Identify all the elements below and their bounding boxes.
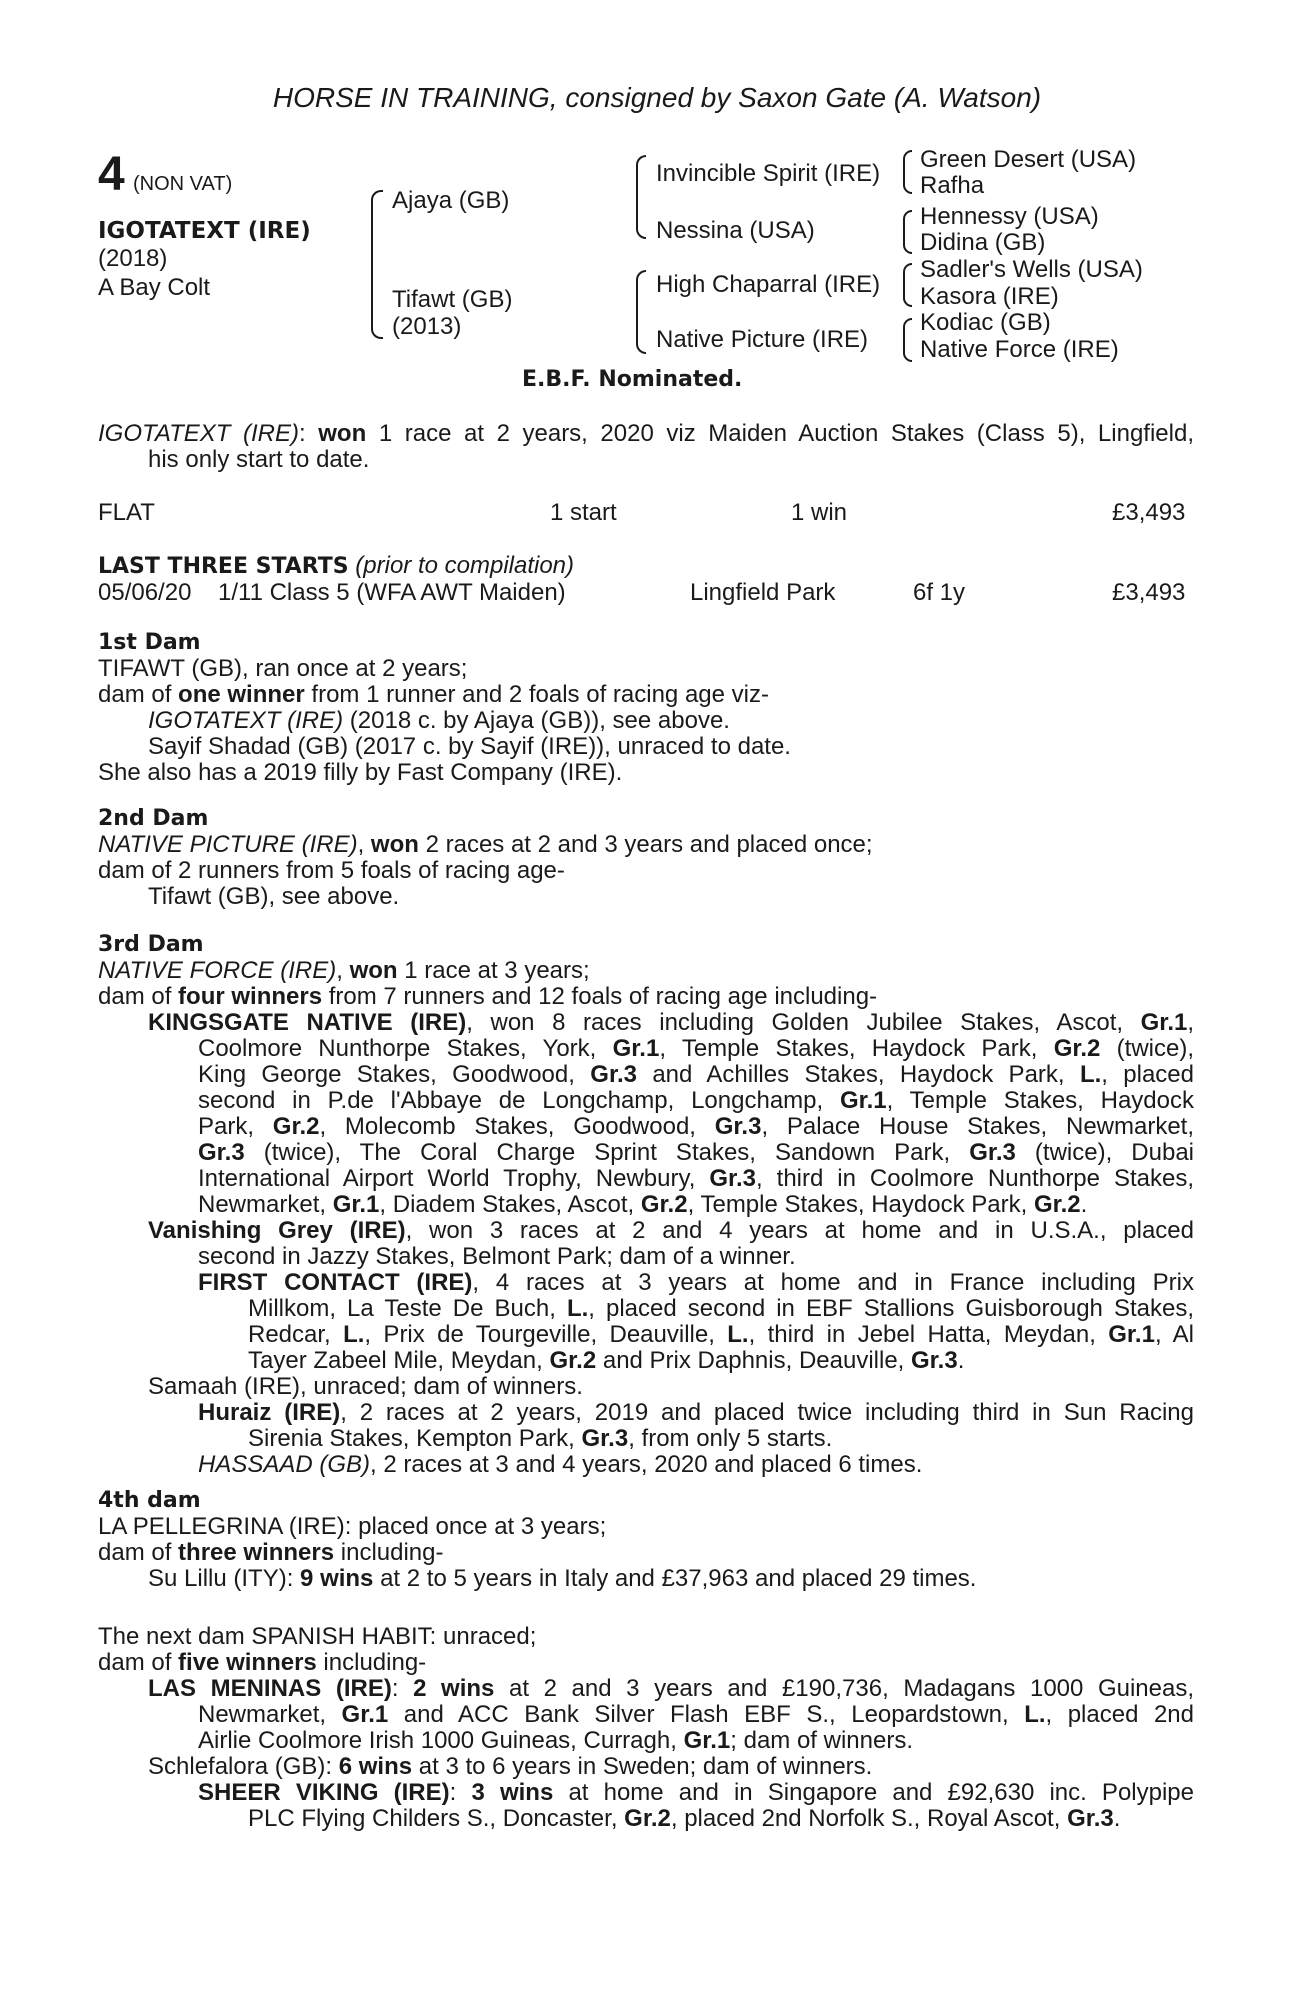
pedigree-brace-5 (903, 210, 912, 254)
third-dam-title: 3rd Dam (98, 932, 204, 957)
lot-number: 4 (98, 148, 125, 201)
pedigree-gg2: Rafha (920, 172, 985, 199)
flat-label: FLAT (98, 499, 155, 526)
fourth-dam-title: 4th dam (98, 1488, 201, 1513)
pedigree-gg6: Kasora (IRE) (920, 283, 1059, 310)
pedigree-sire-sire: Invincible Spirit (IRE) (656, 160, 881, 187)
pedigree-gg3: Hennessy (USA) (920, 203, 1099, 230)
summary-horse-name: IGOTATEXT (IRE) (98, 420, 300, 447)
start-date: 05/06/20 (98, 579, 192, 606)
pedigree-brace-4 (903, 150, 912, 194)
pedigree-sire-dam: Nessina (USA) (656, 217, 815, 244)
flat-starts: 1 start (550, 499, 617, 526)
second-dam-title: 2nd Dam (98, 806, 209, 831)
pedigree-brace-1 (371, 190, 383, 339)
pedigree-gg1: Green Desert (USA) (920, 146, 1137, 173)
start-distance: 6f 1y (913, 579, 966, 606)
pedigree-gg8: Native Force (IRE) (920, 336, 1119, 363)
pedigree-brace-2 (636, 155, 646, 239)
pedigree-dam-year: (2013) (392, 313, 462, 340)
horse-year: (2018) (98, 245, 168, 272)
start-description: 1/11 Class 5 (WFA AWT Maiden) (218, 579, 566, 606)
pedigree-sire: Ajaya (GB) (392, 187, 510, 214)
pedigree-gg7: Kodiac (GB) (920, 309, 1051, 336)
pedigree-brace-6 (903, 263, 912, 307)
first-dam-section: 1st Dam TIFAWT (GB), ran once at 2 years; dam of one winner from 1 runner and 2 foals of racing age viz- IGOTATEXT (IRE) (2018 c. by Ajaya (GB)), see above. Sayif Shadad (GB) (2017 c. by Sayif (IRE)), unraced to date. She also has a 2019 filly by Fast Company (IRE). (98, 630, 1194, 786)
pedigree-dam-sire: High Chaparral (IRE) (656, 271, 881, 298)
start-prize: £3,493 (1112, 579, 1186, 606)
pedigree-brace-7 (903, 318, 912, 362)
fourth-dam-section: 4th dam LA PELLEGRINA (IRE): placed once at 3 years; dam of three winners including- Su Lillu (ITY): 9 wins at 2 to 5 years in Italy and £37,963 and placed 29 times. (98, 1488, 1194, 1592)
pedigree-gg5: Sadler's Wells (USA) (920, 256, 1143, 283)
flat-wins: 1 win (791, 499, 848, 526)
start-course: Lingfield Park (690, 579, 836, 606)
next-dam-section: The next dam SPANISH HABIT: unraced; dam of five winners including- LAS MENINAS (IRE): 2 wins at 2 and 3 years and £190,736, Madagans 1000 Guineas, Newmarket, Gr.1 and ACC Bank Silver Flash EBF S., Leopardstown, L., placed 2nd Airlie Coolmore Irish 1000 Guineas, Curragh, Gr.1; dam of winners. Schlefalora (GB): 6 wins at 3 to 6 years in Sweden; dam of winners. SHEER VIKING (IRE): 3 wins at home and in Singapore and £92,630 inc. Polypipe PLC Flying Childers S., Doncaster, Gr.2, placed 2nd Norfolk S., Royal Ascot, Gr.3. (98, 1623, 1195, 1832)
third-dam-section: 3rd Dam NATIVE FORCE (IRE), won 1 race at 3 years; dam of four winners from 7 runners and 12 foals of racing age including- KINGSGATE NATIVE (IRE), won 8 races including Golden Jubilee Stakes, Ascot, Gr.1, Coolmore Nunthorpe Stakes, York, Gr.1, Temple Stakes, Haydock Park, Gr.2 (twice), King George Stakes, Goodwood, Gr.3 and Achilles Stakes, Haydock Park, L., placed second in P.de l'Abbaye de Longchamp, Longchamp, Gr.1, Temple Stakes, Haydock Park, Gr.2, Molecomb Stakes, Goodwood, Gr.3, Palace House Stakes, Newmarket, Gr.3 (twice), The Coral Charge Sprint Stakes, Sandown Park, Gr.3 (twice), Dubai International Airport World Trophy, Newbury, Gr.3, third in Coolmore Nunthorpe Stakes, Newmarket, Gr.1, Diadem Stakes, Ascot, Gr.2, Temple Stakes, Haydock Park, Gr.2. Vanishing Grey (IRE), won 3 races at 2 and 4 years at home and in U.S.A., placed second in Jazzy Stakes, Belmont Park; dam of a winner. FIRST CONTACT (IRE), 4 races at 3 years at home and in France including Prix Millkom, La Teste De Buch, L., placed second in EBF Stallions Guisborough Stakes, Redcar, L., Prix de Tourgeville, Deauville, L., third in Jebel Hatta, Meydan, Gr.1, Al Tayer Zabeel Mile, Meydan, Gr.2 and Prix Daphnis, Deauville, Gr.3. Samaah (IRE), unraced; dam of winners. Huraiz (IRE), 2 races at 2 years, 2019 and placed twice including third in Sun Racing Sirenia Stakes, Kempton Park, Gr.3, from only 5 starts. HASSAAD (GB), 2 races at 3 and 4 years, 2020 and placed 6 times. (98, 932, 1195, 1478)
pedigree-gg4: Didina (GB) (920, 229, 1046, 256)
ebf-nominated: E.B.F. Nominated. (522, 367, 743, 392)
second-dam-section: 2nd Dam NATIVE PICTURE (IRE), won 2 races at 2 and 3 years and placed once; dam of 2 runners from 5 foals of racing age- Tifawt (GB), see above. (98, 806, 1194, 910)
pedigree-dam-dam: Native Picture (IRE) (656, 326, 869, 353)
vat-status: (NON VAT) (133, 173, 233, 195)
pedigree-brace-3 (636, 270, 646, 354)
page-header: HORSE IN TRAINING, consigned by Saxon Gate (A. Watson) (272, 82, 1042, 113)
last-three-heading: LAST THREE STARTS (prior to compilation) (98, 552, 575, 579)
horse-name: IGOTATEXT (IRE) (98, 218, 311, 244)
race-summary: IGOTATEXT (IRE): won 1 race at 2 years, 2020 viz Maiden Auction Stakes (Class 5), Lingfield, his only start to date. (98, 420, 1195, 473)
horse-description: A Bay Colt (98, 274, 211, 301)
first-dam-title: 1st Dam (98, 630, 201, 655)
flat-prize: £3,493 (1112, 499, 1186, 526)
pedigree-dam: Tifawt (GB) (392, 286, 513, 313)
